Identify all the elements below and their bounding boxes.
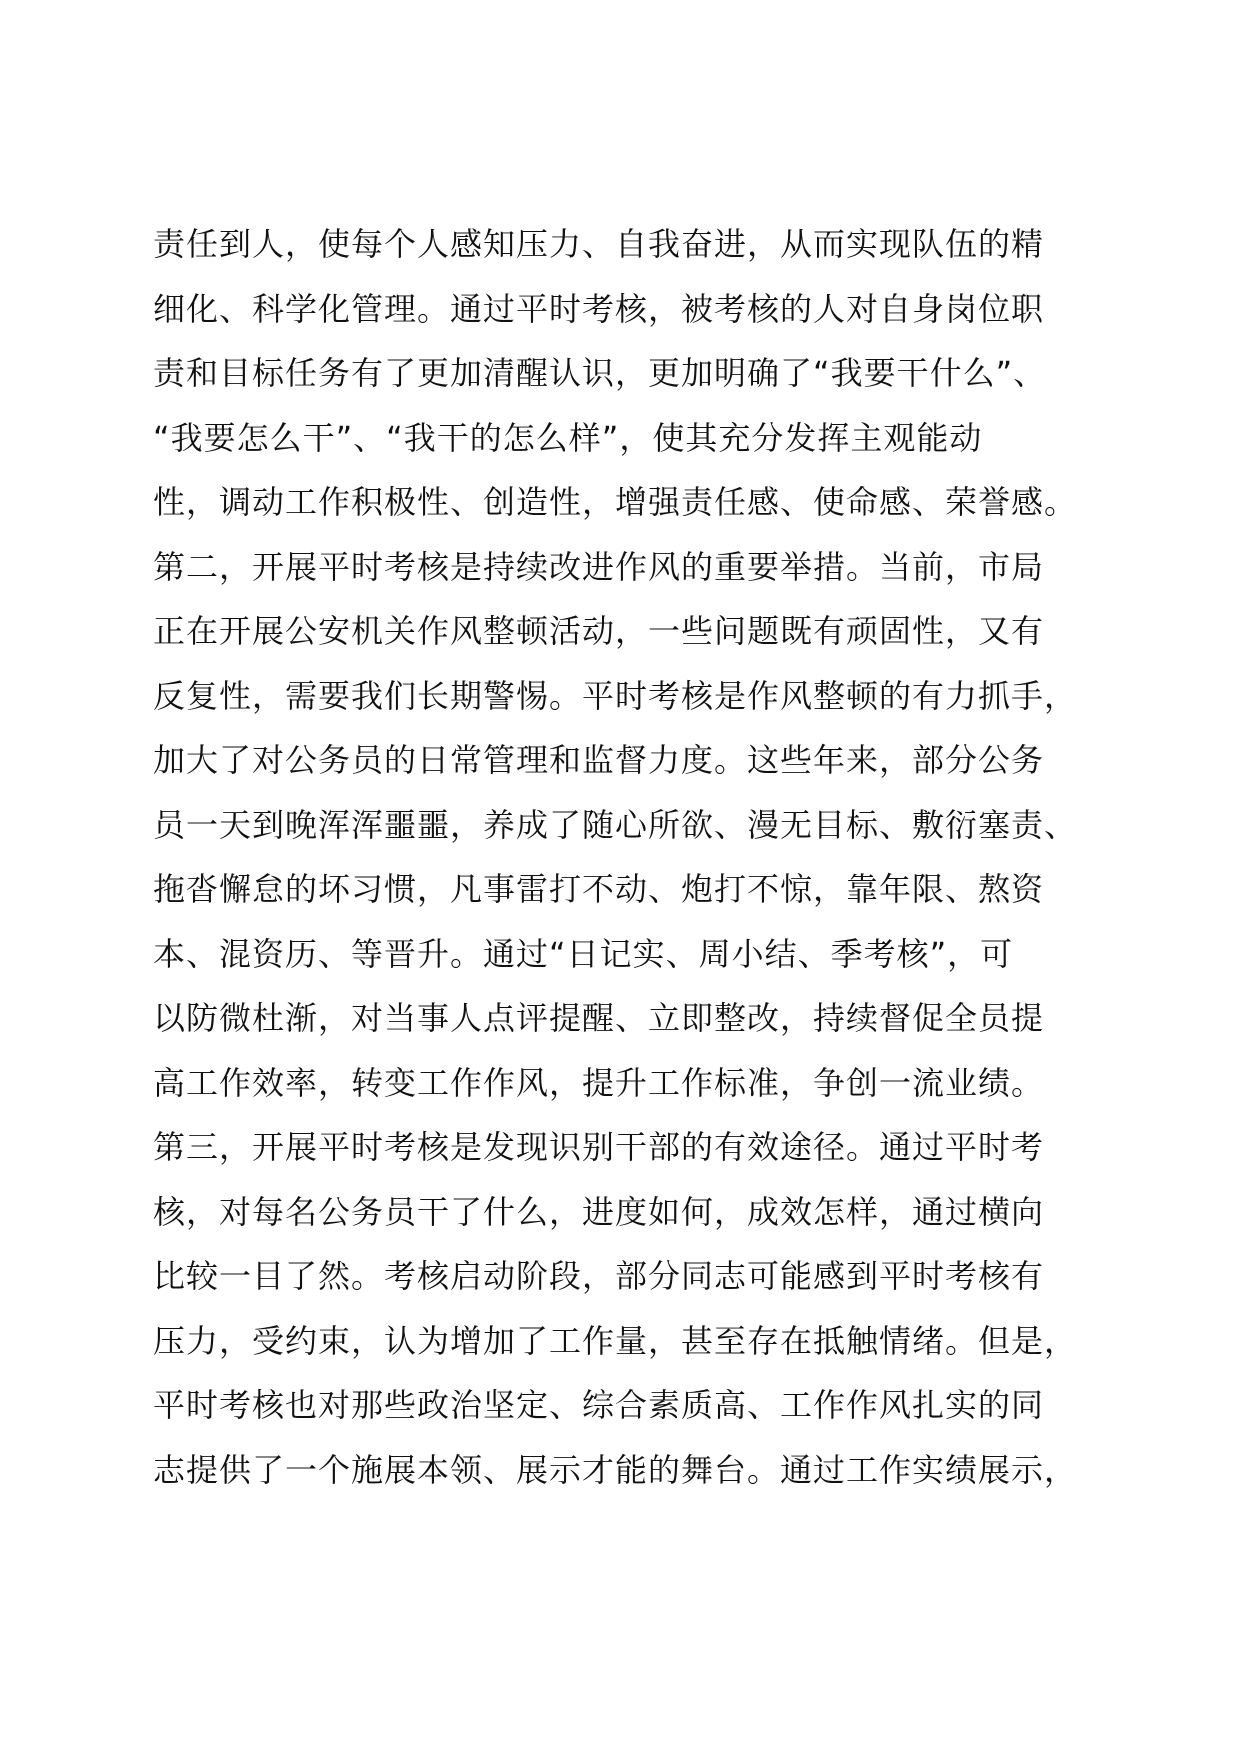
text-line: 压力，受约束，认为增加了工作量，甚至存在抵触情绪。但是， xyxy=(153,1321,1078,1360)
text-line: 细化、科学化管理。通过平时考核，被考核的人对自身岗位职 xyxy=(153,289,1045,328)
text-line: 反复性，需要我们长期警惕。平时考核是作风整顿的有力抓手， xyxy=(153,676,1078,715)
text-line: 第二，开展平时考核是持续改进作风的重要举措。当前，市局 xyxy=(153,547,1045,586)
text-line: 以防微杜渐，对当事人点评提醒、立即整改，持续督促全员提 xyxy=(153,999,1045,1037)
text-line: 第三，开展平时考核是发现识别干部的有效途径。通过平时考 xyxy=(153,1128,1045,1166)
text-line: 性，调动工作积极性、创造性，增强责任感、使命感、荣誉感。 xyxy=(153,483,1078,521)
text-line: “我要怎么干”、“我干的怎么样”，使其充分发挥主观能动 xyxy=(153,418,983,457)
text-line: 志提供了一个施展本领、展示才能的舞台。通过工作实绩展示， xyxy=(153,1450,1078,1489)
text-line: 比较一目了然。考核启动阶段，部分同志可能感到平时考核有 xyxy=(153,1257,1045,1295)
text-line: 责任到人，使每个人感知压力、自我奋进，从而实现队伍的精 xyxy=(153,225,1045,263)
text-line: 正在开展公安机关作风整顿活动，一些问题既有顽固性，又有 xyxy=(153,612,1045,650)
text-line: 高工作效率，转变工作作风，提升工作标准，争创一流业绩。 xyxy=(153,1063,1045,1102)
text-line: 员一天到晚浑浑噩噩，养成了随心所欲、漫无目标、敷衍塞责、 xyxy=(153,805,1078,844)
text-line: 加大了对公务员的日常管理和监督力度。这些年来，部分公务 xyxy=(153,741,1045,779)
text-line: 拖沓懈怠的坏习惯，凡事雷打不动、炮打不惊，靠年限、熬资 xyxy=(153,870,1045,908)
text-line: 本、混资历、等晋升。通过“日记实、周小结、季考核”，可 xyxy=(153,934,1014,973)
text-line: 平时考核也对那些政治坚定、综合素质高、工作作风扎实的同 xyxy=(153,1386,1045,1424)
text-line: 责和目标任务有了更加清醒认识，更加明确了“我要干什么”、 xyxy=(153,354,1047,392)
text-line: 核，对每名公务员干了什么，进度如何，成效怎样，通过横向 xyxy=(153,1192,1045,1231)
body-text xyxy=(153,212,1113,1502)
